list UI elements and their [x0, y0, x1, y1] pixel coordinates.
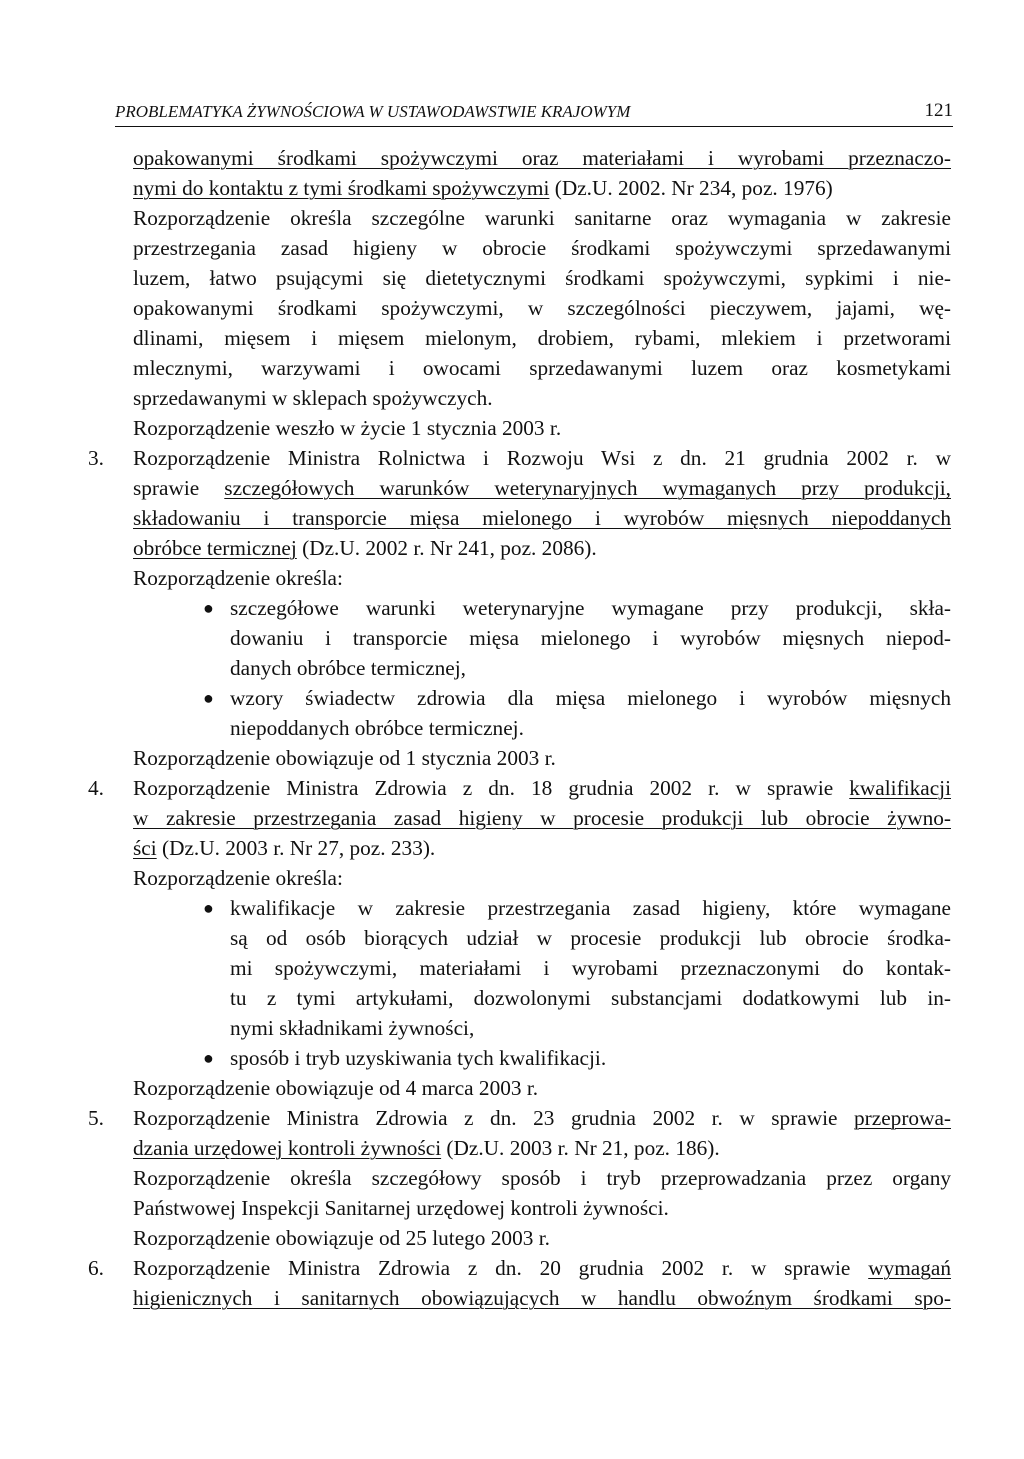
defines-label: Rozporządzenie określa:	[133, 866, 343, 890]
bullet-icon: ●	[203, 598, 214, 618]
bullet-line: wzory świadectw zdrowia dla mięsa mielonego i wyrobów mięsnych	[230, 686, 951, 710]
item6-line-1	[133, 1253, 951, 1283]
bullet-line: tu z tymi artykułami, dozwolonymi substancjami dodatkowymi lub in-	[230, 986, 951, 1010]
item-number: 4.	[88, 776, 104, 800]
item3-line-1: Rozporządzenie Ministra Rolnictwa i Rozwoju Wsi z dn. 21 grudnia 2002 r. w	[133, 446, 951, 470]
regulation-title-link: przeprowa-	[854, 1106, 951, 1130]
defines-label: Rozporządzenie określa:	[133, 566, 343, 590]
bullet-line: nymi składnikami żywności,	[230, 1016, 475, 1040]
regulation-title-link: składowaniu i transporcie mięsa mielonego i wyrobów mięsnych niepoddanych	[133, 506, 951, 530]
item4-line-2	[133, 803, 951, 833]
regulation-title-link: higienicznych i sanitarnych obowiązujących w handlu obwoźnym środkami spo-	[133, 1286, 951, 1310]
item3-line-4	[133, 533, 951, 563]
bullet-line: mi spożywczymi, materiałami i wyrobami przeznaczonymi do kontak-	[230, 956, 951, 980]
item5-line-2	[133, 1133, 951, 1163]
journal-reference: (Dz.U. 2003 r. Nr 21, poz. 186).	[441, 1136, 720, 1160]
running-header	[115, 100, 953, 127]
item4-line-1	[133, 773, 951, 803]
bullet-line: są od osób biorących udział w procesie produkcji lub obrocie środka-	[230, 926, 951, 950]
bullet-line: danych obróbce termicznej,	[230, 656, 466, 680]
bullet-line: sposób i tryb uzyskiwania tych kwalifikacji.	[230, 1046, 607, 1070]
effective-date: Rozporządzenie obowiązuje od 1 stycznia 2003 r.	[133, 746, 556, 770]
intro-text-line: dlinami, mięsem i mięsem mielonym, drobiem, rybami, mlekiem i przetworami	[133, 326, 951, 350]
regulation-title-link: dzania urzędowej kontroli żywności	[133, 1136, 442, 1160]
bullet-icon: ●	[203, 688, 214, 708]
intro-text-line: mlecznymi, warzywami i owocami sprzedawanymi luzem oraz kosmetykami	[133, 356, 951, 380]
item6-prefix: Rozporządzenie Ministra Zdrowia z dn. 20 grudnia 2002 r. w sprawie	[133, 1256, 869, 1280]
bullet-line: szczegółowe warunki weterynaryjne wymagane przy produkcji, skła-	[230, 596, 951, 620]
intro-title-line-2	[133, 173, 951, 203]
bullet-line: dowaniu i transporcie mięsa mielonego i wyrobów mięsnych niepod-	[230, 626, 951, 650]
regulation-title-link: obróbce termicznej	[133, 536, 297, 560]
item5-text-line: Rozporządzenie określa szczegółowy sposób i tryb przeprowadzania przez organy	[133, 1166, 951, 1190]
item5-line-1	[133, 1103, 951, 1133]
item4-prefix: Rozporządzenie Ministra Zdrowia z dn. 18 grudnia 2002 r. w sprawie	[133, 776, 850, 800]
intro-text-line: opakowanymi środkami spożywczymi, w szczególności pieczywem, jajami, wę-	[133, 296, 951, 320]
running-title: PROBLEMATYKA ŻYWNOŚCIOWA W USTAWODAWSTWIE KRAJOWYM	[115, 102, 631, 121]
intro-text-line: Rozporządzenie określa szczególne warunki sanitarne oraz wymagania w zakresie	[133, 206, 951, 230]
regulation-title-link: opakowanymi środkami spożywczymi oraz materiałami i wyrobami przeznaczo-	[133, 146, 951, 170]
bullet-icon: ●	[203, 1048, 214, 1068]
item6-line-2	[133, 1283, 951, 1313]
bullet-line: kwalifikacje w zakresie przestrzegania zasad higieny, które wymagane	[230, 896, 951, 920]
item-number: 3.	[88, 446, 104, 470]
effective-date: Rozporządzenie obowiązuje od 25 lutego 2003 r.	[133, 1226, 550, 1250]
item3-line-3	[133, 503, 951, 533]
item3-line-2	[133, 473, 951, 503]
bullet-line: niepoddanych obróbce termicznej.	[230, 716, 524, 740]
effective-date: Rozporządzenie obowiązuje od 4 marca 2003 r.	[133, 1076, 539, 1100]
effective-date: Rozporządzenie weszło w życie 1 stycznia 2003 r.	[133, 416, 562, 440]
bullet-icon: ●	[203, 898, 214, 918]
journal-reference: (Dz.U. 2003 r. Nr 27, poz. 233).	[156, 836, 436, 860]
item5-prefix: Rozporządzenie Ministra Zdrowia z dn. 23 grudnia 2002 r. w sprawie	[133, 1106, 855, 1130]
item3-prefix: sprawie	[133, 476, 225, 500]
regulation-title-link: wymagań	[868, 1256, 951, 1280]
item5-text-line: Państwowej Inspekcji Sanitarnej urzędowej kontroli żywności.	[133, 1196, 669, 1220]
regulation-title-link: kwalifikacji	[849, 776, 951, 800]
intro-text-line: przestrzegania zasad higieny w obrocie środkami spożywczymi sprzedawanymi	[133, 236, 951, 260]
regulation-title-link: ści	[133, 836, 157, 860]
page-number: 121	[924, 100, 953, 121]
regulation-title-link: w zakresie przestrzegania zasad higieny w procesie produkcji lub obrocie żywno-	[133, 806, 951, 830]
regulation-title-link: nymi do kontaktu z tymi środkami spożywczymi	[133, 176, 550, 200]
intro-text-line: sprzedawanymi w sklepach spożywczych.	[133, 386, 493, 410]
intro-title-line-1	[133, 143, 951, 173]
journal-reference: (Dz.U. 2002. Nr 234, poz. 1976)	[549, 176, 833, 200]
item4-line-3	[133, 833, 951, 863]
item-number: 6.	[88, 1256, 104, 1280]
item-number: 5.	[88, 1106, 104, 1130]
intro-text-line: luzem, łatwo psującymi się dietetycznymi środkami spożywczymi, sypkimi i nie-	[133, 266, 951, 290]
journal-reference: (Dz.U. 2002 r. Nr 241, poz. 2086).	[296, 536, 597, 560]
regulation-title-link: szczegółowych warunków weterynaryjnych wymaganych przy produkcji,	[224, 476, 951, 500]
